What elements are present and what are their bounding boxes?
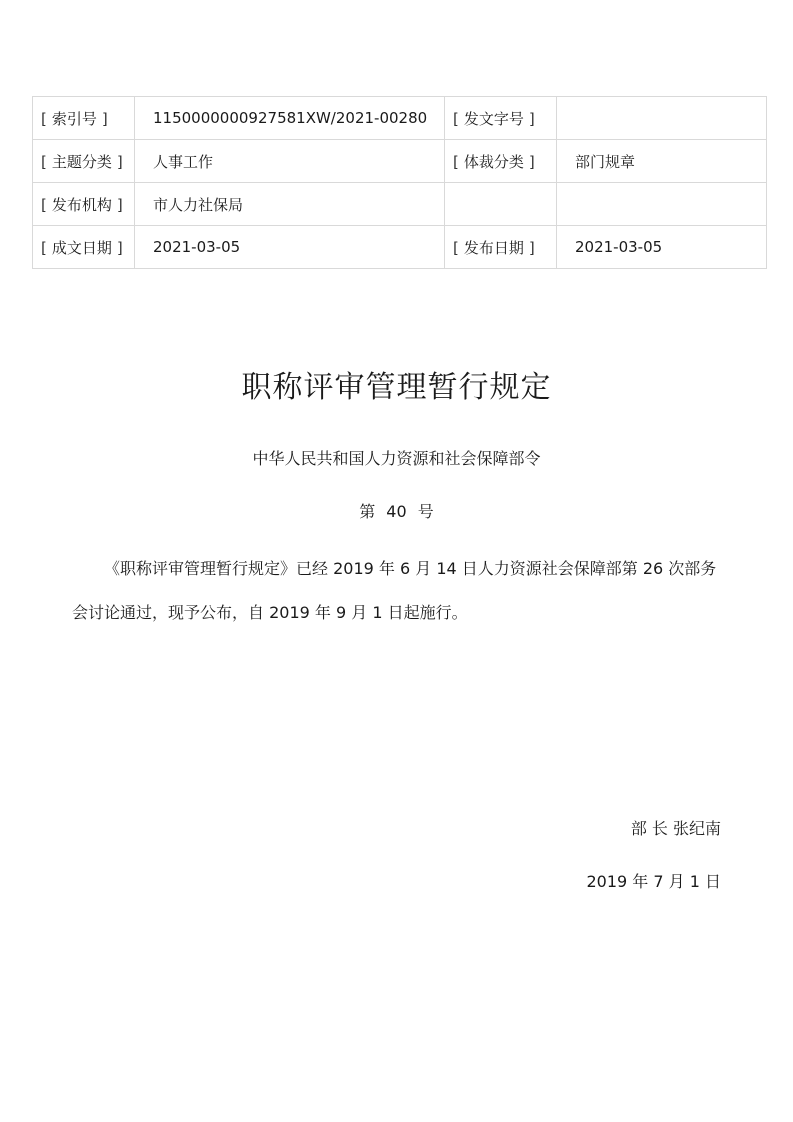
issuing-authority: 中华人民共和国人力资源和社会保障部令: [252, 449, 541, 468]
bracket-open: [: [453, 152, 459, 171]
metadata-value-written-date: 2021-03-05: [135, 226, 445, 269]
label-text: 体裁分类: [463, 152, 524, 171]
metadata-value-genre-category: 部门规章: [557, 140, 767, 183]
bracket-open: [: [453, 238, 459, 257]
metadata-label-release-date: [445, 226, 557, 269]
bracket-close: ]: [528, 238, 535, 257]
metadata-row: [33, 226, 767, 269]
bracket-open: [: [41, 238, 47, 257]
metadata-value-publishing-agency: 市人力社保局: [135, 183, 445, 226]
metadata-label-written-date: [33, 226, 135, 269]
label-text: 发布机构: [51, 195, 112, 214]
metadata-row: [33, 97, 767, 140]
metadata-value-release-date: 2021-03-05: [557, 226, 767, 269]
order-number: 第 40 号: [359, 502, 434, 521]
signatory: 部 长 张纪南: [630, 819, 721, 838]
metadata-value-subject-category: 人事工作: [135, 140, 445, 183]
label-text: 索引号: [51, 109, 97, 128]
metadata-label-document-number: [445, 97, 557, 140]
metadata-empty-value: [557, 183, 767, 226]
bracket-close: ]: [116, 195, 123, 214]
bracket-open: [: [41, 109, 47, 128]
label-text: 主题分类: [51, 152, 112, 171]
metadata-row: [33, 183, 767, 226]
metadata-empty-label: [445, 183, 557, 226]
document-metadata-table: [32, 96, 767, 269]
metadata-label-publishing-agency: [33, 183, 135, 226]
label-text: 成文日期: [51, 238, 112, 257]
bracket-close: ]: [116, 238, 123, 257]
bracket-close: ]: [528, 152, 535, 171]
metadata-value-document-number: [557, 97, 767, 140]
signature-date: 2019 年 7 月 1 日: [586, 872, 721, 891]
label-text: 发布日期: [463, 238, 524, 257]
metadata-value-index-number: 1150000000927581XW/2021-00280: [135, 97, 445, 140]
metadata-row: [33, 140, 767, 183]
bracket-close: ]: [116, 152, 123, 171]
bracket-open: [: [453, 109, 459, 128]
bracket-close: ]: [528, 109, 535, 128]
bracket-close: ]: [101, 109, 108, 128]
bracket-open: [: [41, 195, 47, 214]
bracket-open: [: [41, 152, 47, 171]
metadata-label-index-number: [33, 97, 135, 140]
metadata-label-genre-category: [445, 140, 557, 183]
label-text: 发文字号: [463, 109, 524, 128]
document-body: 《职称评审管理暂行规定》已经 2019 年 6 月 14 日人力资源社会保障部第 26 次部务会讨论通过，现予公布，自 2019 年 9 月 1 日起施行。: [72, 559, 717, 622]
document-title: 职称评审管理暂行规定: [241, 370, 552, 405]
metadata-label-subject-category: [33, 140, 135, 183]
